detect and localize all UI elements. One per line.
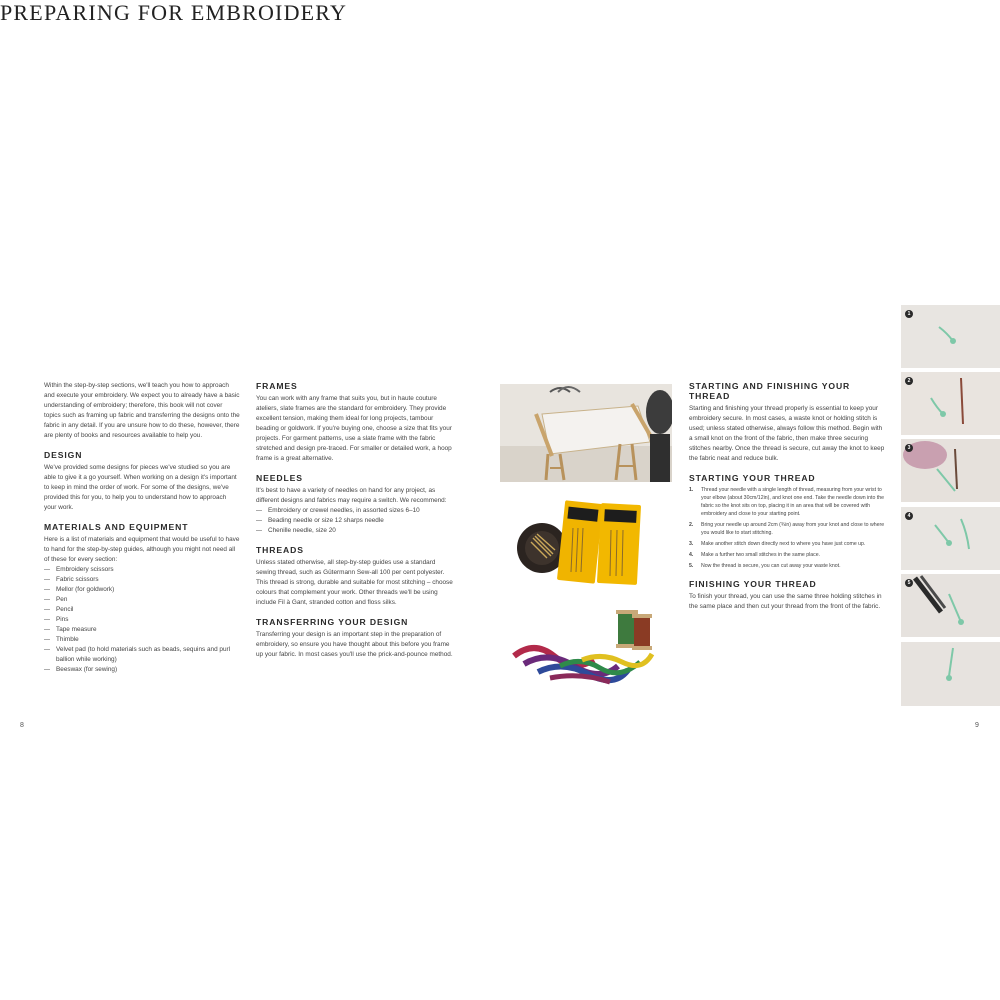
step-text: Make a further two small stitches in the same place. <box>701 552 821 558</box>
step-number: 1. <box>689 487 694 493</box>
list-item <box>689 540 885 548</box>
design-heading: DESIGN <box>44 450 83 460</box>
step-text: Bring your needle up around 2cm (¾in) away from your knot and close to where you would like to start stitching. <box>701 522 885 536</box>
needles-illustration <box>515 498 658 588</box>
list-item: — Mellor (for goldwork) <box>44 585 240 595</box>
fabric-needle-illustration <box>901 372 1000 435</box>
step-badge: 5 <box>905 579 913 587</box>
list-item: — Beading needle or size 12 sharps needle <box>256 516 453 526</box>
step-badge: 1 <box>905 310 913 318</box>
list-item: — Fabric scissors <box>44 575 240 585</box>
step-number: 4. <box>689 552 694 558</box>
list-item <box>689 562 885 570</box>
starting-heading: STARTING YOUR THREAD <box>689 473 816 483</box>
slate-frame-illustration <box>500 384 672 482</box>
transfer-heading: TRANSFERRING YOUR DESIGN <box>256 617 409 627</box>
step-badge: 4 <box>905 512 913 520</box>
list-item <box>689 521 885 537</box>
fabric-scissors-illustration <box>901 574 1000 637</box>
threads-photo <box>510 606 662 696</box>
step-badge: 3 <box>905 444 913 452</box>
step-photo-1 <box>901 305 1000 368</box>
step-photo-6 <box>901 642 1000 706</box>
needles-paragraph: It's best to have a variety of needles on hand for any project, as different designs and fabrics may require a switch. We recommend: <box>256 487 447 504</box>
step-photo-4 <box>901 507 1000 570</box>
step-badge: 2 <box>905 377 913 385</box>
step-photo-2 <box>901 372 1000 435</box>
fabric-stitch-illustration <box>901 507 1000 570</box>
needles-list <box>256 506 453 536</box>
list-item: — Pen <box>44 595 240 605</box>
page-number-right: 9 <box>975 722 979 729</box>
step-text: Make another stitch down directly next to where you have just come up. <box>701 541 866 547</box>
design-paragraph: We've provided some designs for pieces we've studied so you are able to give it a go yourself. When working on a design it's important to keep in mind the order of work. For some of the designs, we've provided this for you, to help you to understand how to approach your work. <box>44 464 237 511</box>
fabric-stitch-illustration <box>901 305 1000 368</box>
list-item: — Chenille needle, size 20 <box>256 526 453 536</box>
transfer-paragraph: Transferring your design is an important step in the preparation of embroidery, so ensure you have thought about this before you frame up your fabric. In most cases you'll use the prick-and-pounce method. <box>256 631 453 658</box>
step-text: Now the thread is secure, you can cut away your waste knot. <box>701 563 841 569</box>
page-title: PREPARING FOR EMBROIDERY <box>0 0 348 25</box>
frames-heading: FRAMES <box>256 381 298 391</box>
threads-paragraph: Unless stated otherwise, all step-by-step guides use a standard sewing thread, such as Gütermann Sew-all 100 per cent polyester. This thread is strong, durable and suitable for most stitching – choose colours that complement your work. Other threads we'll be using include Fil à Gant, stranded cotton and floss silks. <box>256 559 453 606</box>
list-item <box>689 551 885 559</box>
list-item: — Embroidery scissors <box>44 565 240 575</box>
middle-column <box>256 381 453 660</box>
list-item: — Embroidery or crewel needles, in assorted sizes 6–10 <box>256 506 453 516</box>
list-item <box>689 486 885 518</box>
page-number-left: 8 <box>20 722 24 729</box>
finishing-paragraph: To finish your thread, you can use the same three holding stitches in the same place and then cut your thread from the front of the fabric. <box>689 593 882 610</box>
materials-heading: MATERIALS AND EQUIPMENT <box>44 522 189 532</box>
list-item: — Pins <box>44 615 240 625</box>
steps-list <box>689 486 885 570</box>
start-finish-paragraph: Starting and finishing your thread properly is essential to keep your embroidery secure. In most cases, a waste knot or holding stitch is used; unless stated otherwise, always follow this method. Begin with a small knot on the front of the fabric, then make three securing stitches nearby. Once the thread is secure, cut away the knot to keep the fabric neat and reduce bulk. <box>689 405 885 462</box>
list-item: — Pencil <box>44 605 240 615</box>
right-column <box>689 381 885 612</box>
needles-packets-photo <box>515 498 658 588</box>
threads-heading: THREADS <box>256 545 304 555</box>
list-item: — Thimble <box>44 635 240 645</box>
list-item: — Beeswax (for sewing) <box>44 665 240 675</box>
materials-list <box>44 565 240 675</box>
needles-heading: NEEDLES <box>256 473 303 483</box>
step-number: 3. <box>689 541 694 547</box>
frames-paragraph: You can work with any frame that suits you, but in haute couture ateliers, slate frames are the standard for embroidery. They provide excellent tension, making them ideal for long projects, tambour beading or goldwork. If you're buying one, choose a size that fits your projects. For garment patterns, use a slate frame with the fabric stretched and design pre-traced. For smaller or detailed work, a hoop frame is a great alternative. <box>256 395 452 462</box>
threads-illustration <box>510 606 662 696</box>
left-column <box>44 381 240 675</box>
slate-frame-photo <box>500 384 672 482</box>
step-photo-5 <box>901 574 1000 637</box>
step-text: Thread your needle with a single length of thread, measuring from your wrist to your elbow (about 30cm/12in), and knot one end. Take the needle down into the fabric so the knot sits on top, placing it in an area that will be covered with embroidery and close to your starting point. <box>701 487 885 517</box>
finishing-heading: FINISHING YOUR THREAD <box>689 579 817 589</box>
step-number: 2. <box>689 522 694 528</box>
step-photo-3 <box>901 439 1000 502</box>
materials-paragraph: Here is a list of materials and equipment that would be useful to have to hand for the step-by-step guides, although you might not need all of these for every section: <box>44 536 240 563</box>
fabric-finished-stitch-illustration <box>901 642 1000 706</box>
intro-paragraph: Within the step-by-step sections, we'll teach you how to approach and execute your embroidery. We expect you to already have a basic understanding of embroidery; therefore, this book will not cover topics such as framing up fabric and transferring the designs onto the fabric in any detail. If you are unsure how to do these, however, there are plenty of books and resources available to help you. <box>44 382 240 439</box>
start-finish-heading: STARTING AND FINISHING YOUR THREAD <box>689 381 851 401</box>
step-number: 5. <box>689 563 694 569</box>
list-item: — Velvet pad (to hold materials such as beads, sequins and purl ballion while working) <box>44 645 240 665</box>
list-item: — Tape measure <box>44 625 240 635</box>
fabric-finger-illustration <box>901 439 1000 502</box>
